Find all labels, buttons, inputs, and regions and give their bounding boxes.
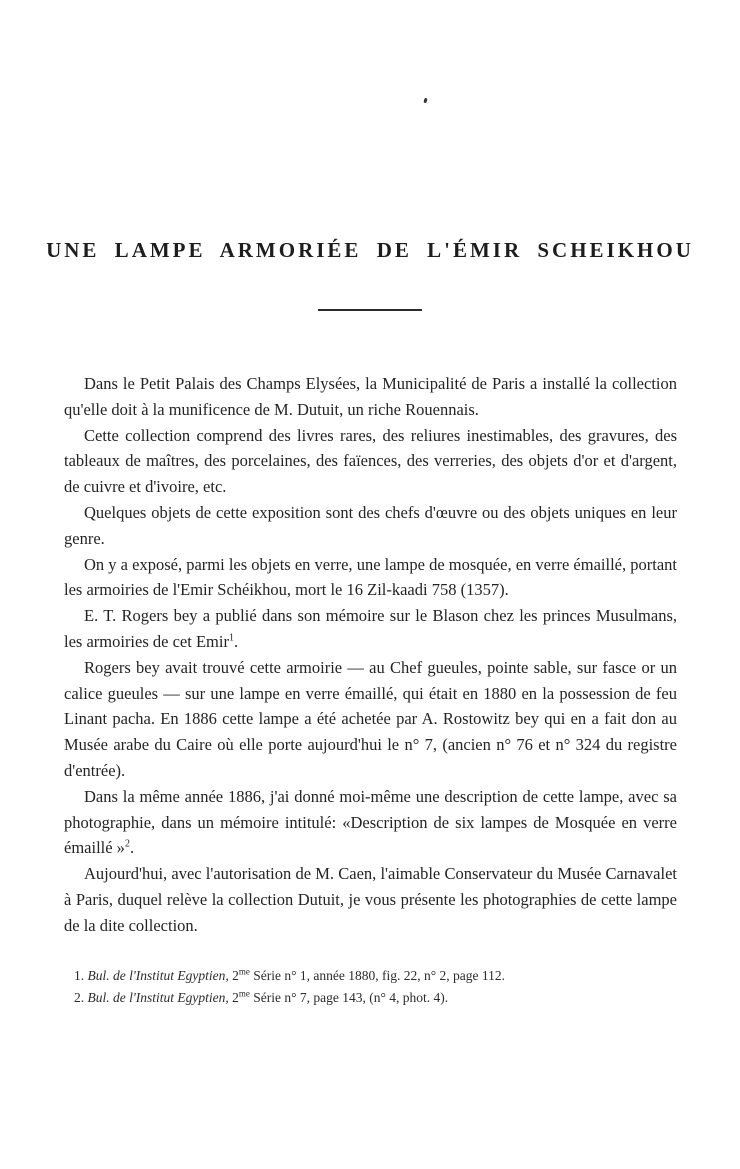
footnote-ref-2: 2 <box>124 838 130 850</box>
footnote-rest: Série n° 1, année 1880, fig. 22, n° 2, page 112. <box>249 967 505 983</box>
footnote-2 <box>74 987 677 1009</box>
footnote-1 <box>74 965 677 987</box>
footnote-number: 1. <box>74 967 85 983</box>
paragraph-3: Quelques objets de cette exposition sont des chefs d'œuvre ou des objets uniques en leur genre. <box>64 502 677 548</box>
footnote-series-sup: me <box>238 988 250 999</box>
footnote-rest: Série n° 7, page 143, (n° 4, phot. 4). <box>249 989 449 1005</box>
body-text <box>64 371 677 939</box>
footnote-ref-1: 1 <box>228 632 234 644</box>
paragraph-6: Rogers bey avait trouvé cette armoirie — au Chef gueules, pointe sable, sur fasce or un calice gueules — sur une lampe en verre émaillé, qui était en 1880 en la possession de feu Linant pacha. En 1886 cette lampe a été achetée par A. Rostowitz bey qui en a fait don au Musée arabe du Caire où elle porte aujourd'hui le n° 7, (ancien n° 76 et n° 324 du registre d'entrée). <box>64 657 677 780</box>
paragraph-text: Dans la même année 1886, j'ai donné moi-même une description de cette lampe, avec sa photographie, dans un mémoire intitulé: «Description de six lampes de Mosquée en verre émaillé » <box>64 786 677 858</box>
paragraph-2: Cette collection comprend des livres rares, des reliures inestimables, des gravures, des tableaux de maîtres, des porcelaines, des faïences, des verreries, des objets d'or et d'argent, de cuivre et d'ivoire, etc. <box>64 425 677 497</box>
paragraph-text: E. T. Rogers bey a publié dans son mémoire sur le Blason chez les princes Musulmans, les armoiries de cet Emir <box>64 606 677 651</box>
paragraph-1: Dans le Petit Palais des Champs Elysées, la Municipalité de Paris a installé la collection qu'elle doit à la munificence de M. Dutuit, un riche Rouennais. <box>64 374 677 419</box>
paragraph-7 <box>64 784 677 861</box>
footnote-series-number: 2 <box>232 967 239 983</box>
paragraph-tail: . <box>129 838 135 858</box>
paragraph-5 <box>64 603 677 655</box>
footnote-number: 2. <box>74 989 85 1005</box>
paragraph-4: On y a exposé, parmi les objets en verre, une lampe de mosquée, en verre émaillé, portant les armoiries de l'Emir Schéikhou, mort le 16 Zil-kaadi 758 (1357). <box>64 554 677 600</box>
paragraph-tail: . <box>233 631 239 651</box>
page-title: UNE LAMPE ARMORIÉE DE L'ÉMIR SCHEIKHOU <box>46 238 694 262</box>
footnotes <box>74 965 677 1009</box>
paragraph-8: Aujourd'hui, avec l'autorisation de M. Caen, l'aimable Conservateur du Musée Carnavalet à Paris, duquel relève la collection Dutuit, je vous présente les photographies de cette lampe de la dite collection. <box>64 864 677 935</box>
title-divider <box>318 309 422 311</box>
footnote-series-number: 2 <box>232 989 239 1005</box>
footnote-source: Bul. de l'Institut Egyptien, <box>87 989 229 1005</box>
footnote-source: Bul. de l'Institut Egyptien, <box>87 967 229 983</box>
footnote-series-sup: me <box>238 966 250 977</box>
